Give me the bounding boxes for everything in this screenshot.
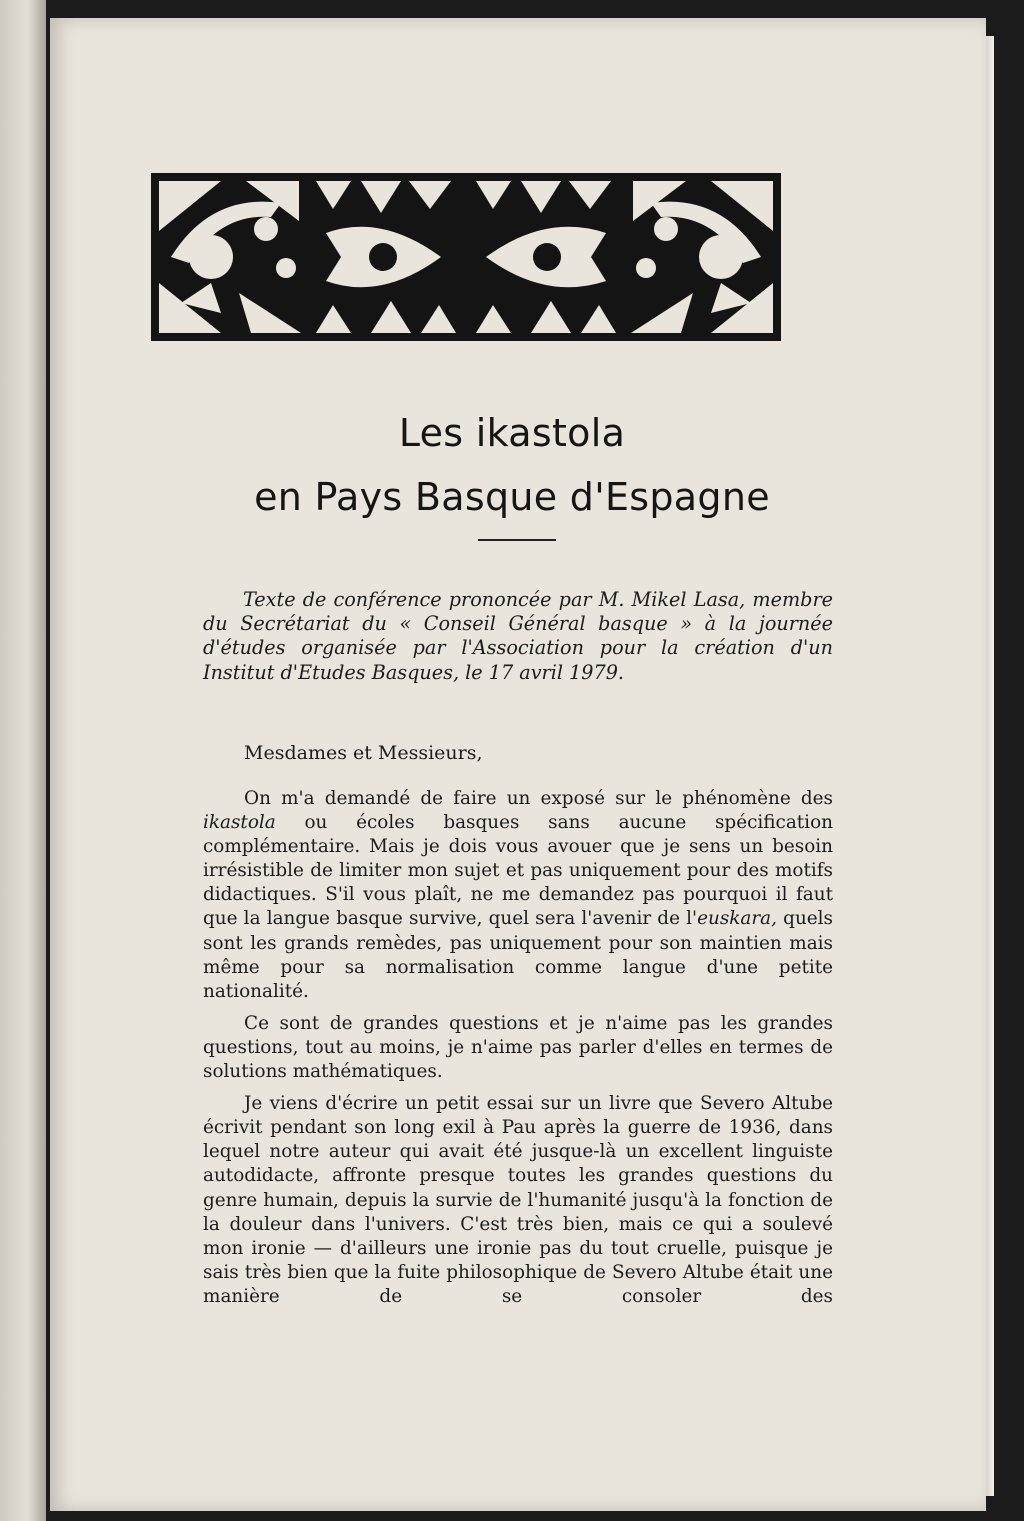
intro-note	[203, 588, 833, 685]
article-body	[203, 787, 833, 1317]
paragraph: Ce sont de grandes questions et je n'aime pas les grandes questions, tout au moins, je n'aime pas parler d'elles en termes de solutions mathématiques.	[203, 1012, 833, 1083]
article-title-line-2: en Pays Basque d'Espagne	[254, 475, 770, 519]
basque-ornament-banner	[151, 173, 781, 341]
article-title-line-1: Les ikastola	[398, 411, 626, 455]
paragraph: Je viens d'écrire un petit essai sur un livre que Severo Altube écrivit pendant son long exil à Pau après la guerre de 1936, dans lequel notre auteur qui avait été jusque-là un excellent linguiste autodidacte, affronte presque toutes les grandes questions du genre humain, depuis la survie de l'humanité jusqu'à la fonction de la douleur dans l'univers. C'est très bien, mais ce qui a soulevé mon ironie — d'ailleurs une ironie pas du tout cruelle, puisque je sais très bien que la fuite philosophique de Severo Altube était une manière de se consoler des	[203, 1093, 833, 1307]
intro-text: Texte de conférence prononcée par M. Mikel Lasa, membre du Secrétariat du « Conseil Général basque » à la journée d'études organisée par l'Association pour la création d'un Institut d'Etudes Basques, le 17 avril 1979.	[203, 588, 833, 684]
paragraph: On m'a demandé de faire un exposé sur le phénomène des ikastola ou écoles basques sans aucune spécification complémentaire. Mais je dois vous avouer que je sens un besoin irrésistible de limiter mon sujet et pas uniquement pour des motifs didactiques. S'il vous plaît, ne me demandez pas pourquoi il faut que la langue basque survive, quel sera l'avenir de l'euskara, quels sont les grands remèdes, pas uniquement pour son maintien mais même pour sa normalisation comme langue d'une petite nationalité.	[203, 788, 833, 1002]
greeting: Mesdames et Messieurs,	[244, 742, 483, 764]
page-edge	[986, 36, 994, 1496]
facing-page-edge	[0, 0, 46, 1521]
title-rule	[478, 539, 556, 541]
